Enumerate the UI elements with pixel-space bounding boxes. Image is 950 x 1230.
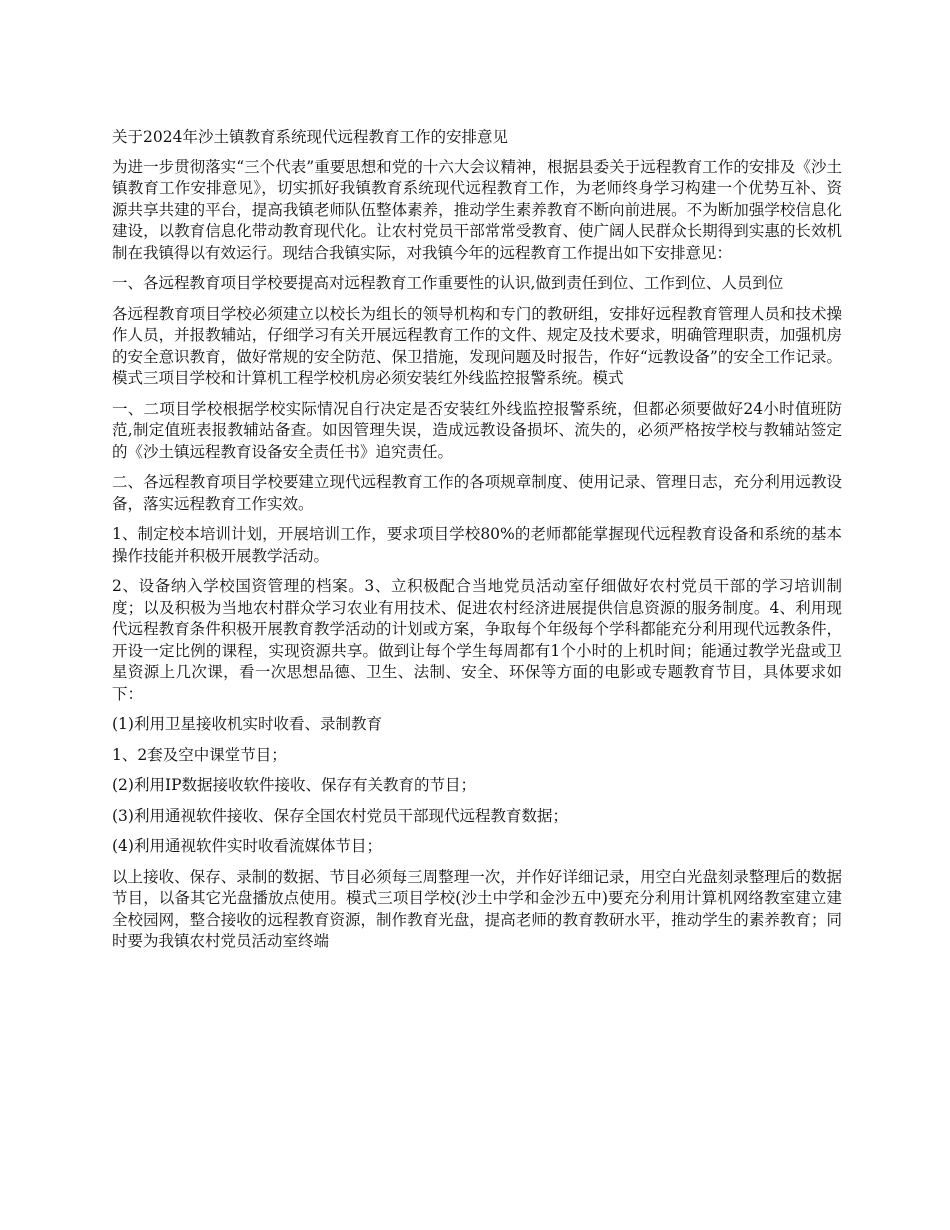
paragraph-intro: 为进一步贯彻落实“三个代表”重要思想和党的十六大会议精神，根据县委关于远程教育工作的安排及《沙土镇教育工作安排意见》，切实抓好我镇教育系统现代远程教育工作，为老师终身学习构建一个优势互补、资源共享共建的平台，提高我镇老师队伍整体素养，推动学生素养教育不断向前进展。不为断加强学校信息化建设，以教育信息化带动教育现代化。让农村党员干部常常受教育、使广阔人民群众长期得到实惠的长效机制在我镇得以有效运行。现结合我镇实际，对我镇今年的远程教育工作提出如下安排意见：: [112, 157, 842, 262]
paragraph-section-2-heading: 二、各远程教育项目学校要建立现代远程教育工作的各项规章制度、使用记录、管理日志，充分利用远教设备，落实远程教育工作实效。: [112, 473, 842, 513]
document-title: 关于2024年沙土镇教育系统现代远程教育工作的安排意见: [112, 128, 508, 146]
paragraph-subitem-4: (4)利用通视软件实时收看流媒体节目；: [112, 837, 382, 855]
paragraph-subitem-1-continued: 1、2套及空中课堂节目；: [112, 745, 287, 764]
paragraph-closing: 以上接收、保存、录制的数据、节目必须每三周整理一次，并作好详细记录，用空白光盘刻录整理后的数据节目，以备其它光盘播放点使用。模式三项目学校(沙土中学和金沙五中)要充分利用计算机网络教室建立建全校园网，整合接收的远程教育资源，制作教育光盘，提高老师的教育教研水平，推动学生的素养教育；同时要为我镇农村党员活动室终端: [112, 867, 842, 950]
paragraph-subitem-2: (2)利用IP数据接收软件接收、保存有关教育的节目；: [112, 776, 477, 794]
paragraph-subitem-1: (1)利用卫星接收机实时收看、录制教育: [112, 715, 382, 733]
paragraph-item-2-4: 2、设备纳入学校国资管理的档案。3、立积极配合当地党员活动室仔细做好农村党员干部的学习培训制度；以及积极为当地农村群众学习农业有用技术、促进农村经济进展提供信息资源的服务制度。4、利用现代远程教育条件积极开展教育教学活动的计划或方案，争取每个年级每个学科都能充分利用现代远教条件，开设一定比例的课程，实现资源共享。做到让每个学生每周都有1个小时的上机时间；能通过教学光盘或卫星资源上几次课，看一次思想品德、卫生、法制、安全、环保等方面的电影或专题教育节目，具体要求如下：: [112, 577, 842, 703]
paragraph-section-1-body: 各远程教育项目学校必须建立以校长为组长的领导机构和专门的教研组，安排好远程教育管理人员和技术操作人员，并报教辅站，仔细学习有关开展远程教育工作的文件、规定及技术要求，明确管理职责，加强机房的安全意识教育，做好常规的安全防范、保卫措施，发现问题及时报告，作好“远教设备”的安全工作记录。模式三项目学校和计算机工程学校机房必须安装红外线监控报警系统。模式: [112, 304, 842, 387]
document-page: [112, 127, 842, 962]
paragraph-section-1-heading: 一、各远程教育项目学校要提高对远程教育工作重要性的认识,做到责任到位、工作到位、人员到位: [112, 274, 784, 292]
paragraph-section-1-continued: 一、二项目学校根据学校实际情况自行决定是否安装红外线监控报警系统，但都必须要做好24小时值班防范,制定值班表报教辅站备查。如因管理失误，造成远教设备损坏、流失的，必须严格按学校与教辅站签定的《沙土镇远程教育设备安全责任书》追究责任。: [112, 399, 842, 461]
paragraph-item-1: 1、制定校本培训计划，开展培训工作，要求项目学校80%的老师都能掌握现代远程教育设备和系统的基本操作技能并积极开展教学活动。: [112, 525, 842, 565]
paragraph-subitem-3: (3)利用通视软件接收、保存全国农村党员干部现代远程教育数据；: [112, 806, 568, 825]
